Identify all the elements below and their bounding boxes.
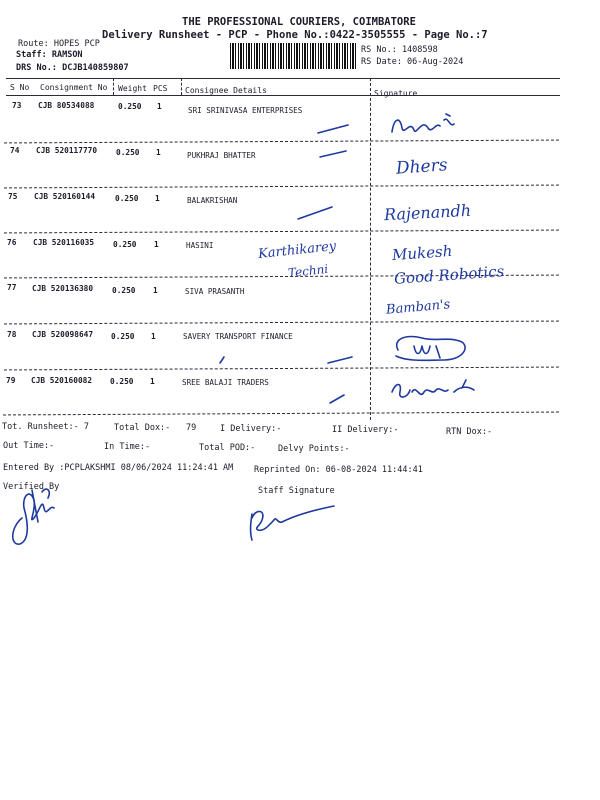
row-weight: 0.250	[111, 332, 135, 341]
total-pod: Total POD:-	[199, 443, 256, 453]
entered-by: Entered By :PCPLAKSHMI 08/06/2024 11:24:41 AM	[3, 463, 234, 473]
out-time: Out Time:-	[3, 441, 55, 451]
row-weight: 0.250	[112, 286, 136, 295]
row-pcs: 1	[155, 194, 160, 203]
col-divider	[113, 78, 114, 95]
i-delivery: I Delivery:-	[220, 424, 282, 434]
row-consignee: SREE BALAJI TRADERS	[182, 378, 269, 387]
row-pcs: 1	[150, 377, 155, 386]
ii-delivery: II Delivery:-	[332, 425, 399, 435]
verifier-signature	[4, 478, 64, 550]
row-pcs: 1	[151, 332, 156, 341]
col-header-consignee: Consignee Details	[185, 86, 267, 95]
row-consignee: HASINI	[186, 241, 214, 250]
row-consignment: CJB 520117770	[36, 146, 98, 155]
row-consignment: CJB 520160082	[31, 376, 93, 385]
row-weight: 0.250	[116, 148, 140, 157]
row-consignment: CJB 520116035	[33, 238, 95, 247]
col-divider	[181, 78, 182, 95]
row-consignee: BALAKRISHAN	[187, 196, 238, 205]
row-consignment: CJB 520136380	[32, 284, 94, 293]
barcode	[230, 43, 356, 69]
total-dox-value: 79	[186, 423, 197, 433]
handwritten-note: Karthikarey	[257, 238, 337, 263]
row-consignee: SIVA PRASANTH	[185, 287, 245, 296]
row-pcs: 1	[157, 102, 162, 111]
row-sno: 76	[7, 238, 17, 247]
rs-date: RS Date: 06-Aug-2024	[361, 57, 464, 67]
row-sno: 77	[7, 283, 17, 292]
row-weight: 0.250	[118, 102, 142, 111]
col-header-signature: Signature	[374, 89, 418, 98]
row-consignee: SAVERY TRANSPORT FINANCE	[183, 332, 293, 341]
staff-value: RAMSON	[51, 50, 83, 60]
delvy-points: Delvy Points:-	[278, 444, 350, 454]
staff-signature-label: Staff Signature	[258, 486, 335, 496]
table-top-rule	[6, 78, 560, 79]
row-sno: 79	[6, 376, 16, 385]
handwritten-signature: Mukesh	[391, 241, 453, 265]
reprinted-on: Reprinted On: 06-08-2024 11:44:41	[254, 465, 423, 475]
row-consignment: CJB 520160144	[34, 192, 96, 201]
row-pcs: 1	[153, 286, 158, 295]
signature-scribble	[388, 332, 478, 366]
row-weight: 0.250	[115, 194, 139, 203]
row-consignee: SRI SRINIVASA ENTERPRISES	[188, 106, 303, 115]
company-title: THE PROFESSIONAL COURIERS, COIMBATORE	[182, 16, 416, 28]
handwritten-signature: Dhers	[395, 155, 449, 179]
total-dox-label: Total Dox:-	[114, 423, 171, 433]
handwritten-note: Techni	[287, 261, 329, 281]
row-sno: 73	[12, 101, 22, 110]
col-header-pcs: PCS	[153, 84, 168, 93]
drs-value: DCJB140859807	[62, 63, 129, 73]
drs-row	[16, 63, 129, 73]
row-pcs: 1	[154, 240, 159, 249]
row-weight: 0.250	[110, 377, 134, 386]
signature-scribble	[388, 110, 468, 142]
row-consignee: PUKHRAJ BHATTER	[187, 151, 256, 160]
drs-label: DRS No.:	[16, 63, 57, 73]
row-weight: 0.250	[113, 240, 137, 249]
handwritten-signature: Rajenandh	[383, 200, 472, 225]
staff-signature	[244, 498, 344, 544]
runsheet-title: Delivery Runsheet - PCP - Phone No.:0422-3505555 - Page No.:7	[102, 29, 488, 41]
handwritten-signature: Bamban's	[385, 297, 451, 318]
handwritten-signature: Good Robotics	[393, 262, 505, 288]
row-pcs: 1	[156, 148, 161, 157]
col-header-sno: S No	[10, 83, 30, 92]
col-header-consignment: Consignment No	[40, 83, 108, 92]
ink-marks	[180, 95, 380, 425]
row-sno: 78	[7, 330, 17, 339]
verified-by: Verified By	[3, 482, 60, 492]
row-consignment: CJB 80534088	[38, 101, 95, 110]
row-consignment: CJB 520098647	[32, 330, 94, 339]
row-sno: 74	[10, 146, 20, 155]
staff-row	[16, 50, 83, 60]
route-label: Route: HOPES PCP	[18, 39, 100, 49]
rs-number: RS No.: 1408598	[361, 45, 438, 55]
total-runsheet: Tot. Runsheet:- 7	[2, 422, 89, 432]
signature-scribble	[388, 378, 498, 406]
row-sno: 75	[8, 192, 18, 201]
in-time: In Time:-	[104, 442, 151, 452]
col-header-weight: Weight	[118, 84, 147, 93]
staff-label: Staff:	[16, 50, 47, 60]
rtn-dox: RTN Dox:-	[446, 427, 493, 437]
